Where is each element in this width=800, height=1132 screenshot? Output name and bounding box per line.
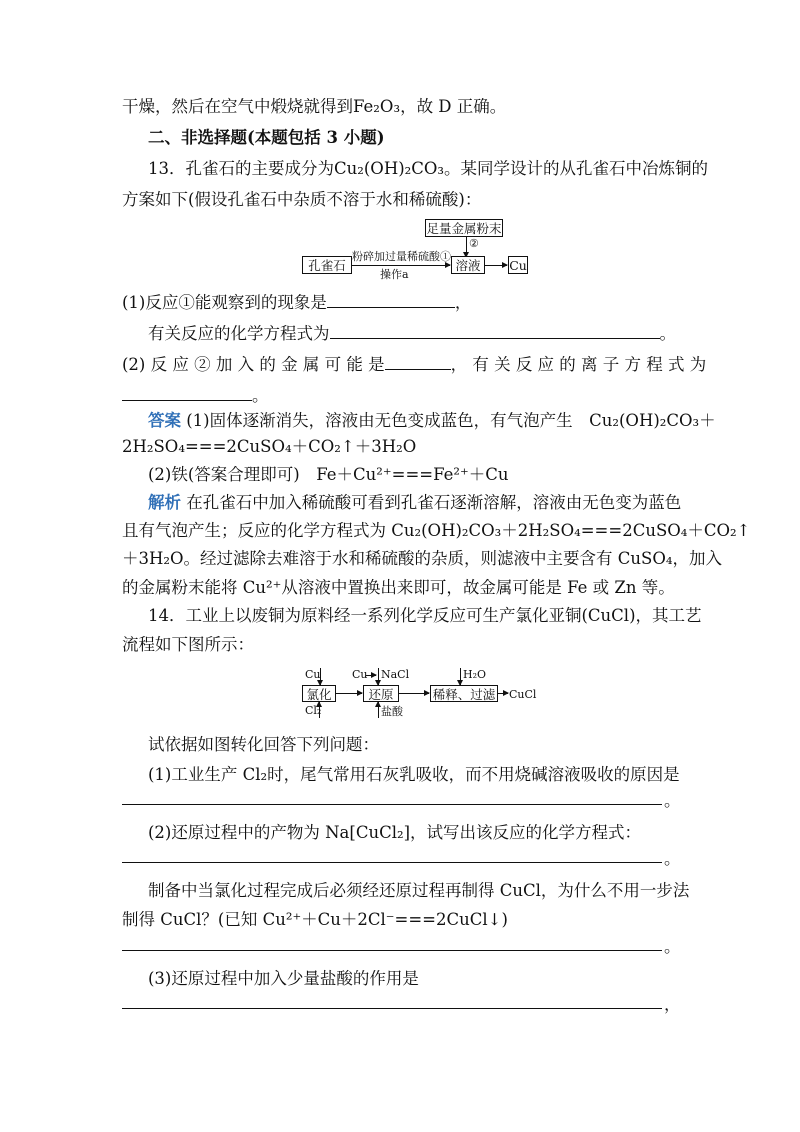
answer-blank[interactable] <box>122 804 662 805</box>
q14-part2b-line-1: 制备中当氯化过程完成后必须经还原过程再制得 CuCl，为什么不用一步法 <box>148 881 690 900</box>
flow-arrow-down <box>466 237 467 257</box>
answer-line-2: 2H₂SO₄===2CuSO₄＋CO₂↑＋3H₂O <box>122 437 417 456</box>
flow-label-h2o: H₂O <box>463 668 487 681</box>
q14-intro: 试依据如图转化回答下列问题： <box>148 735 379 754</box>
question-text: (1)反应①能观察到的现象是 <box>122 293 327 312</box>
q13-part2-line <box>122 354 706 376</box>
q14-stem-line-1: 14．工业上以废铜为原料经一系列化学反应可生产氯化亚铜(CuCl)，其工艺 <box>148 606 702 625</box>
q14-part2: (2)还原过程中的产物为 Na[CuCl₂]，试写出该反应的化学方程式： <box>148 823 642 842</box>
flow-arrow-right <box>336 693 362 694</box>
q13-stem-line-1: 13．孔雀石的主要成分为Cu₂(OH)₂CO₃。某同学设计的从孔雀石中冶炼铜的 <box>148 159 709 178</box>
punct: 。 <box>664 937 681 956</box>
answer-blank[interactable] <box>327 293 455 308</box>
flow-box-malachite: 孔雀石 <box>302 256 352 274</box>
flow-arrow-down <box>460 668 461 685</box>
answer-line-1 <box>148 410 716 432</box>
analysis-line-1 <box>148 492 681 514</box>
flow-label-cu-2: Cu <box>352 668 368 681</box>
flow-label-operation: 操作a <box>380 268 409 281</box>
flow-arrow-down <box>320 668 321 685</box>
punct: 。 <box>664 849 681 868</box>
flow-arrow-right <box>498 693 508 694</box>
answer-blank[interactable] <box>330 324 660 339</box>
flow-label-cu: Cu <box>305 668 321 681</box>
answer-tag: 答案 <box>148 411 181 430</box>
answer-text: (1)固体逐渐消失，溶液由无色变成蓝色，有气泡产生 Cu₂(OH)₂CO₃＋ <box>186 411 716 430</box>
flow-arrow-right <box>366 675 376 676</box>
answer-line-3: (2)铁(答案合理即可) Fe＋Cu²⁺===Fe²⁺＋Cu <box>148 465 509 484</box>
q14-stem-line-2: 流程如下图所示： <box>122 635 254 654</box>
q14-part2b-line-2: 制得 CuCl？(已知 Cu²⁺＋Cu＋2Cl⁻===2CuCl↓) <box>122 910 508 929</box>
text-line: 干燥，然后在空气中煅烧就得到Fe₂O₃，故 D 正确。 <box>122 97 507 116</box>
flow-arrow-right <box>352 265 450 266</box>
flow-box-cu: Cu <box>509 258 527 273</box>
q14-part1: (1)工业生产 Cl₂时，尾气常用石灰乳吸收，而不用烧碱溶液吸收的原因是 <box>148 765 680 784</box>
flow-arrow-right <box>399 693 429 694</box>
punct: 。 <box>659 324 676 343</box>
answer-blank[interactable] <box>122 950 662 951</box>
flow-box-solution: 溶液 <box>451 256 485 274</box>
punct: 。 <box>664 791 681 810</box>
flow-arrow-down <box>378 668 379 685</box>
answer-blank[interactable] <box>122 862 662 863</box>
flow-label-acid: 粉碎加过量稀硫酸① <box>352 250 451 263</box>
flow-label-cucl: CuCl <box>509 688 537 701</box>
analysis-line-3: ＋3H₂O。经过滤除去难溶于水和稀硫酸的杂质，则滤液中主要含有 CuSO₄，加入 <box>122 549 722 568</box>
flow-label-2: ② <box>469 237 479 250</box>
question-text: 有关反应的化学方程式为 <box>148 324 330 343</box>
answer-blank[interactable] <box>122 386 252 401</box>
analysis-line-2: 且有气泡产生；反应的化学方程式为 Cu₂(OH)₂CO₃＋2H₂SO₄===2CuSO₄＋CO₂↑ <box>122 521 751 540</box>
punct: 。 <box>252 386 269 405</box>
answer-blank[interactable] <box>122 1008 662 1009</box>
analysis-line-4: 的金属粉末能将 Cu²⁺从溶液中置换出来即可，故金属可能是 Fe 或 Zn 等。 <box>122 578 675 597</box>
punct: ， <box>454 293 472 312</box>
flow-box-chlorinate: 氯化 <box>302 685 336 702</box>
q13-part1b-line <box>148 323 676 345</box>
flow-box-reduce: 还原 <box>363 685 399 702</box>
q13-part1-line <box>122 292 471 314</box>
q13-stem-line-2: 方案如下(假设孔雀石中杂质不溶于水和稀硫酸)： <box>122 190 482 209</box>
flow-arrow-right <box>485 265 507 266</box>
analysis-text: 在孔雀石中加入稀硫酸可看到孔雀石逐渐溶解，溶液由无色变为蓝色 <box>186 493 682 512</box>
flow-box-metal-powder: 足量金属粉末 <box>426 221 502 236</box>
flow-label-cl2: Cl₂ <box>305 704 322 717</box>
flow-box-dilute-filter: 稀释、过滤 <box>430 685 498 702</box>
section-title: 二、非选择题(本题包括 3 小题) <box>148 128 385 147</box>
question-text: ， 有 关 反 应 的 离 子 方 程 式 为 <box>450 355 707 374</box>
flow-label-nacl: NaCl <box>381 668 410 681</box>
q14-part3: (3)还原过程中加入少量盐酸的作用是 <box>148 969 419 988</box>
flow-label-hcl: 盐酸 <box>381 705 403 718</box>
analysis-tag: 解析 <box>148 493 181 512</box>
punct: ， <box>664 995 681 1014</box>
q13-part2-blank-line <box>122 385 269 407</box>
answer-blank[interactable] <box>385 355 451 370</box>
flow-arrow-up <box>378 702 379 718</box>
question-text: (2) 反 应 ② 加 入 的 金 属 可 能 是 <box>122 355 385 374</box>
